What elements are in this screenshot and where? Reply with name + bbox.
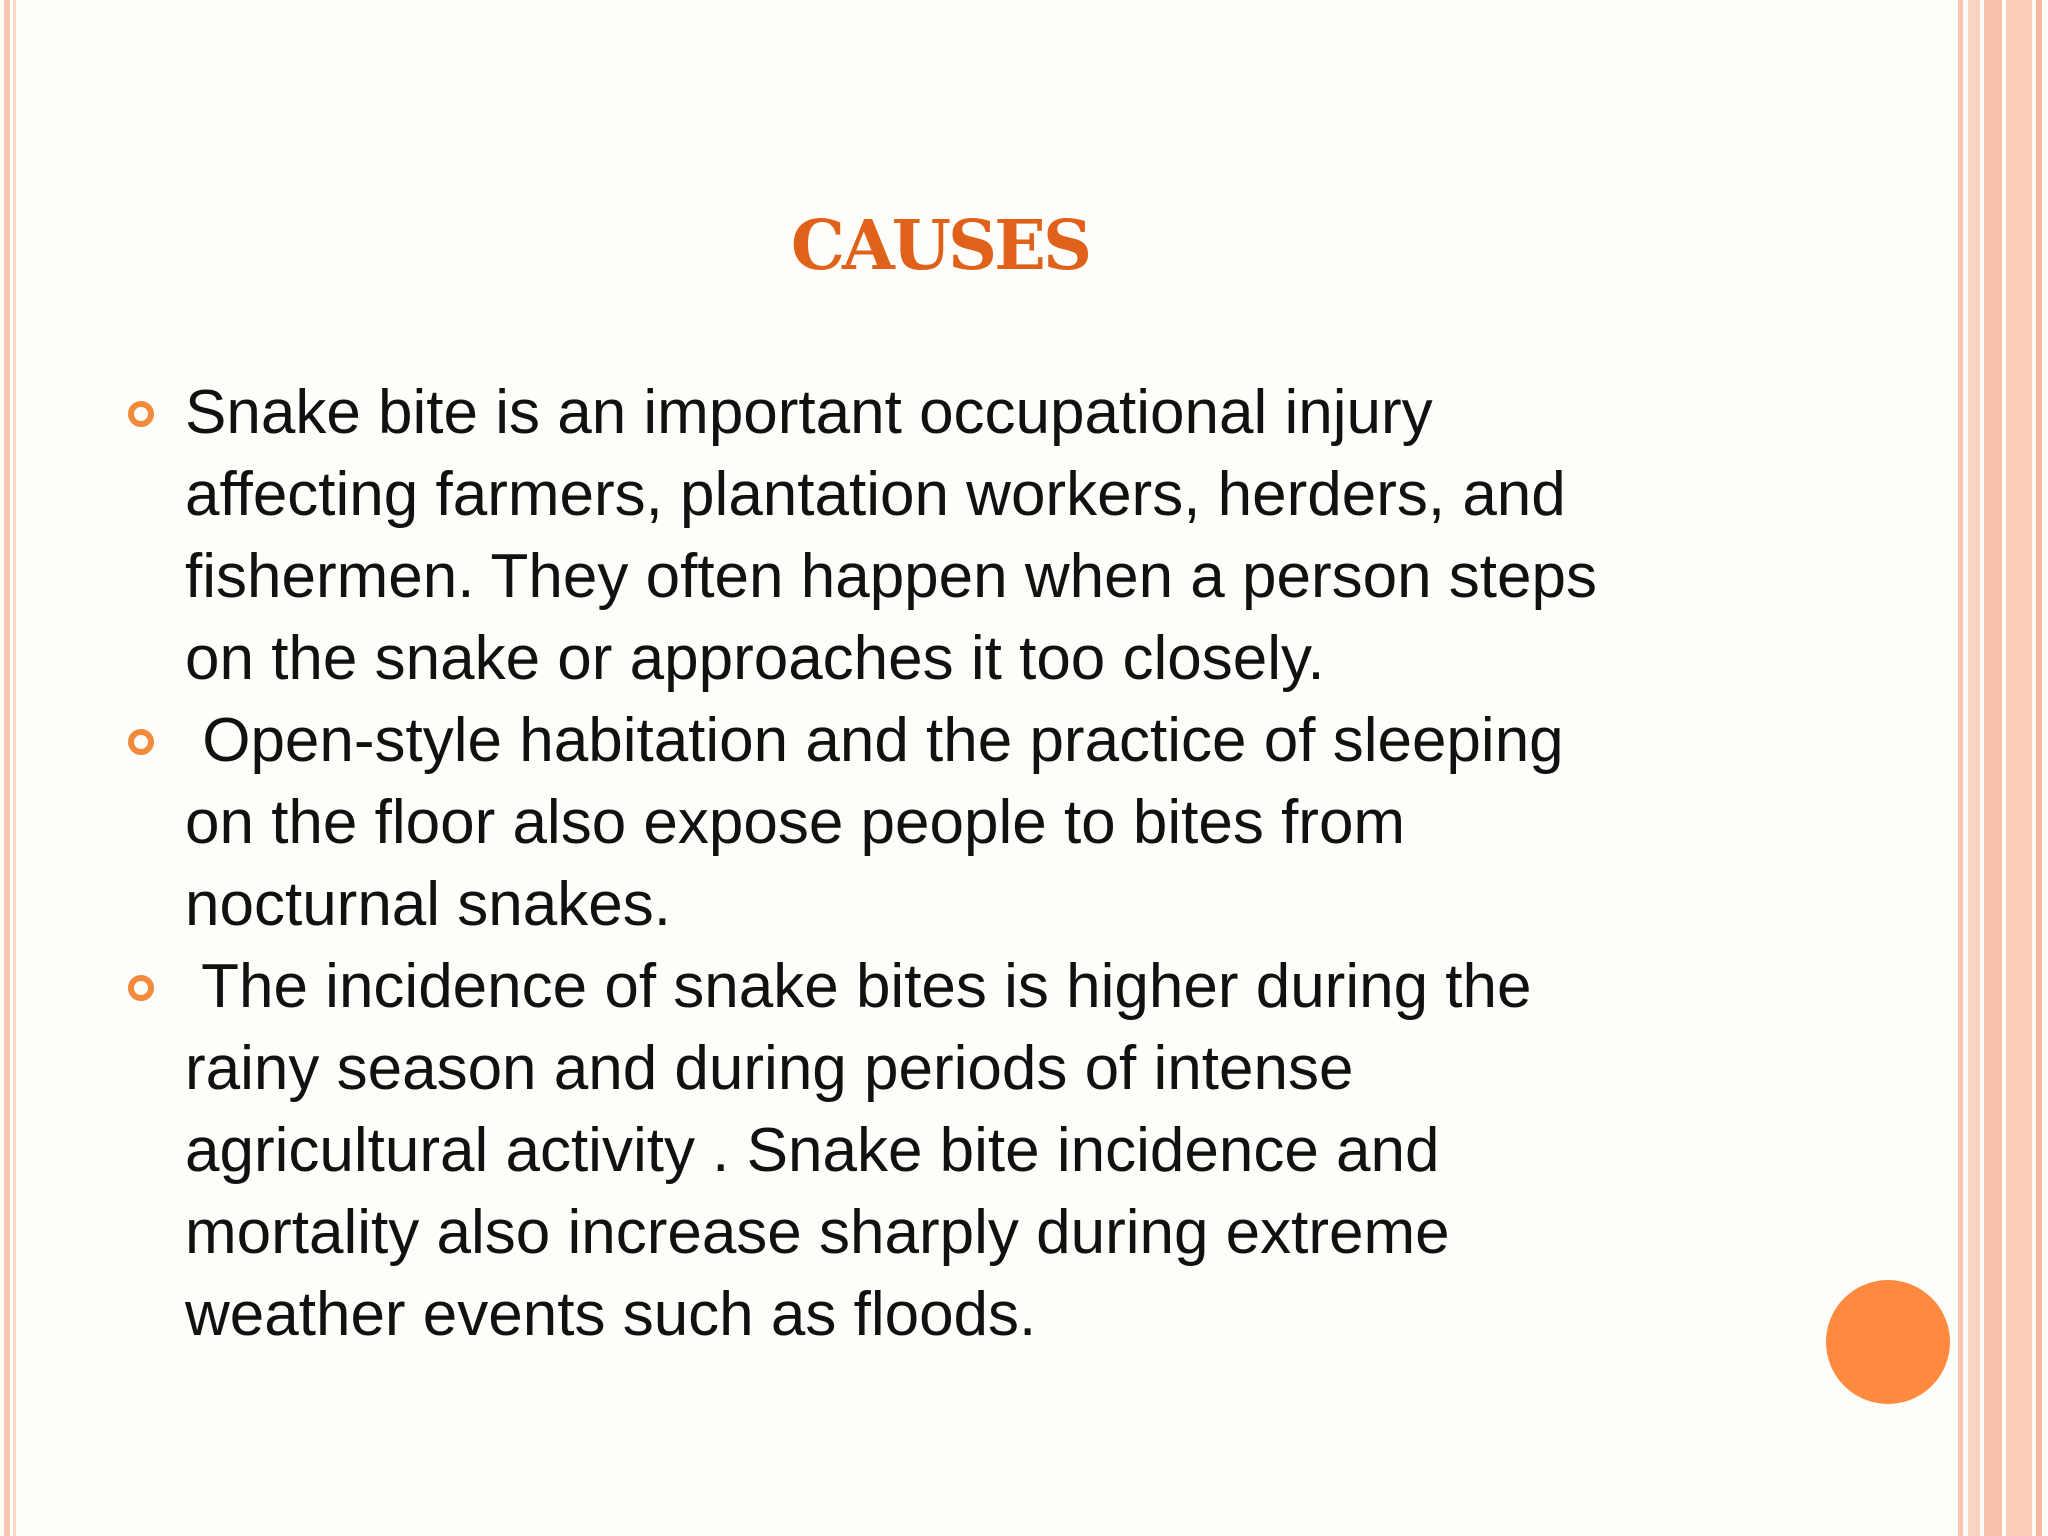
bullet-item (0, 946, 1900, 1356)
bullet-circle-icon (128, 729, 154, 755)
bullet-text (185, 372, 1785, 700)
bullet-line: Snake bite is an important occupational injury (185, 378, 1433, 447)
right-border-line (1958, 0, 1963, 1536)
bullet-line: rainy season and during periods of intense (185, 1034, 1354, 1103)
right-border-band (2006, 0, 2032, 1536)
bullet-circle-icon (128, 401, 154, 427)
bullet-line: Open-style habitation and the practice of sleeping (185, 706, 1564, 775)
bullet-line: weather events such as floods. (185, 1280, 1037, 1349)
right-border-line (2036, 0, 2042, 1536)
bullet-circle-icon (128, 975, 154, 1001)
bullet-line: mortality also increase sharply during extreme (185, 1198, 1450, 1267)
bullet-text (185, 946, 1785, 1356)
bullet-line: agricultural activity . Snake bite incidence and (185, 1116, 1440, 1185)
bullet-line: fishermen. They often happen when a person steps (185, 542, 1597, 611)
bullet-text (185, 700, 1785, 946)
decorative-orange-circle (1826, 1280, 1950, 1404)
right-border-band (1984, 0, 2002, 1536)
bullet-list (0, 372, 1900, 1356)
bullet-line: on the floor also expose people to bites from (185, 788, 1406, 857)
bullet-line: affecting farmers, plantation workers, herders, and (185, 460, 1566, 529)
bullet-line: The incidence of snake bites is higher during the (185, 952, 1532, 1021)
bullet-line: nocturnal snakes. (185, 870, 671, 939)
bullet-line: on the snake or approaches it too closely. (185, 624, 1325, 693)
bullet-item (0, 372, 1900, 700)
bullet-item (0, 700, 1900, 946)
slide-title: CAUSES (790, 206, 1090, 286)
right-border-band (1968, 0, 1980, 1536)
